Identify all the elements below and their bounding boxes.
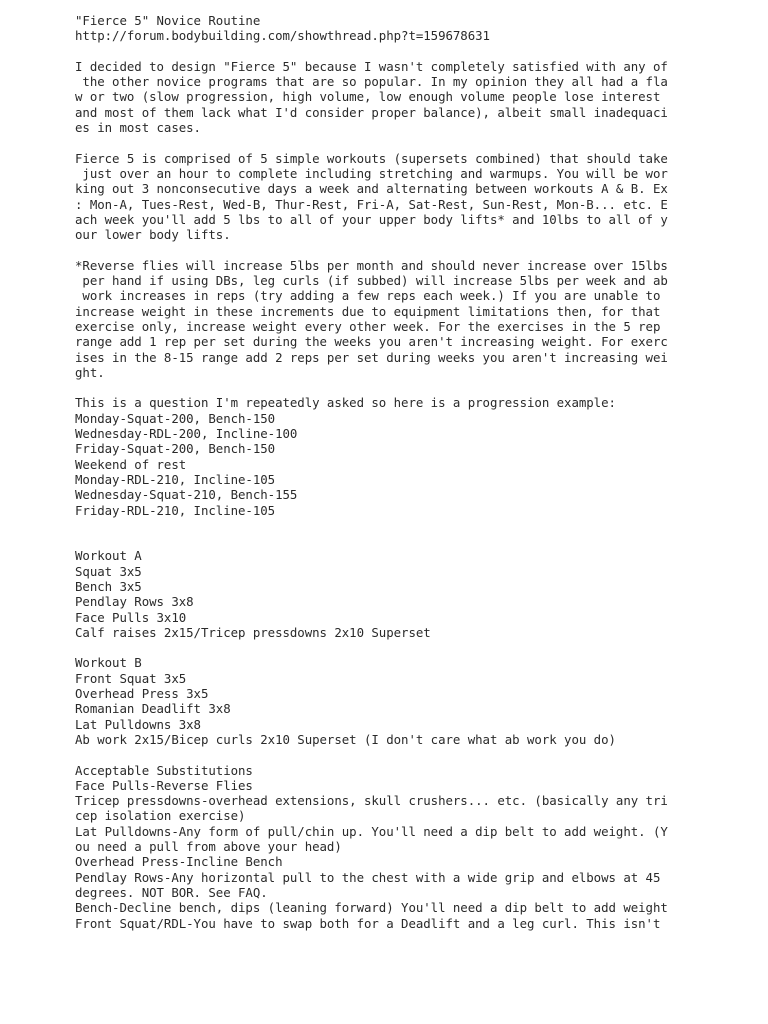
text-line: This is a question I'm repeatedly asked so here is a progression example: [75, 395, 616, 411]
text-line: Monday-RDL-210, Incline-105 [75, 471, 276, 487]
text-line: the other novice programs that are so popular. In my opinion they all had a fla [75, 74, 668, 90]
blank-line [75, 533, 715, 548]
text-line: degrees. NOT BOR. See FAQ. [75, 884, 268, 900]
text-line: ou need a pull from above your head) [75, 839, 342, 855]
blank-line [75, 747, 715, 762]
text-line: Face Pulls 3x10 [75, 609, 187, 625]
text-line: ght. [75, 364, 105, 380]
text-line: ises in the 8-15 range add 2 reps per set during weeks you aren't increasing wei [75, 349, 668, 365]
text-line: Pendlay Rows 3x8 [75, 594, 194, 610]
text-line: per hand if using DBs, leg curls (if subbed) will increase 5lbs per week and ab [75, 273, 668, 289]
blank-line [75, 44, 715, 59]
text-line: es in most cases. [75, 120, 201, 136]
text-line: Bench 3x5 [75, 578, 142, 594]
text-line: http://forum.bodybuilding.com/showthread.php?t=159678631 [75, 28, 490, 44]
text-line: Pendlay Rows-Any horizontal pull to the chest with a wide grip and elbows at 45 [75, 869, 661, 885]
text-line: just over an hour to complete including stretching and warmups. You will be wor [75, 165, 668, 181]
text-line: Overhead Press-Incline Bench [75, 854, 283, 870]
text-line: increase weight in these increments due to equipment limitations then, for that [75, 303, 661, 319]
text-line: king out 3 nonconsecutive days a week and alternating between workouts A & B. Ex [75, 181, 668, 197]
text-line: range add 1 rep per set during the weeks you aren't increasing weight. For exerc [75, 334, 668, 350]
text-line: ach week you'll add 5 lbs to all of your upper body lifts* and 10lbs to all of y [75, 211, 668, 227]
text-line: Lat Pulldowns-Any form of pull/chin up. You'll need a dip belt to add weight. (Y [75, 823, 668, 839]
text-line: Front Squat/RDL-You have to swap both for a Deadlift and a leg curl. This isn't [75, 915, 661, 931]
text-line: Bench-Decline bench, dips (leaning forward) You'll need a dip belt to add weight [75, 900, 668, 916]
text-line: "Fierce 5" Novice Routine [75, 13, 261, 28]
text-line: work increases in reps (try adding a few reps each week.) If you are unable to [75, 288, 661, 304]
document-page [75, 13, 715, 931]
blank-line [75, 135, 715, 150]
blank-line [75, 380, 715, 395]
text-line: Wednesday-RDL-200, Incline-100 [75, 426, 298, 442]
text-line: Face Pulls-Reverse Flies [75, 777, 253, 793]
text-line: w or two (slow progression, high volume, low enough volume people lose interest [75, 89, 661, 105]
blank-line [75, 242, 715, 257]
text-line: Friday-Squat-200, Bench-150 [75, 441, 276, 457]
text-line: Calf raises 2x15/Tricep pressdowns 2x10 Superset [75, 624, 431, 640]
text-line: exercise only, increase weight every other week. For the exercises in the 5 rep [75, 318, 661, 334]
text-line: Workout B [75, 655, 142, 671]
blank-line [75, 518, 715, 533]
text-line: Lat Pulldowns 3x8 [75, 716, 201, 732]
text-line: and most of them lack what I'd consider proper balance), albeit small inadequaci [75, 104, 668, 120]
text-line: Acceptable Substitutions [75, 762, 253, 778]
text-line: Ab work 2x15/Bicep curls 2x10 Superset (I don't care what ab work you do) [75, 731, 616, 747]
text-line: Front Squat 3x5 [75, 670, 187, 686]
text-line: Weekend of rest [75, 456, 187, 472]
blank-line [75, 640, 715, 655]
text-line: our lower body lifts. [75, 227, 231, 243]
text-line: Wednesday-Squat-210, Bench-155 [75, 487, 298, 503]
text-line: Romanian Deadlift 3x8 [75, 701, 231, 717]
text-line: Fierce 5 is comprised of 5 simple workouts (supersets combined) that should take [75, 150, 668, 166]
text-line: : Mon-A, Tues-Rest, Wed-B, Thur-Rest, Fri-A, Sat-Rest, Sun-Rest, Mon-B... etc. E [75, 196, 668, 212]
text-line: Overhead Press 3x5 [75, 686, 209, 702]
text-line: Workout A [75, 548, 142, 564]
text-line: Tricep pressdowns-overhead extensions, skull crushers... etc. (basically any tri [75, 793, 668, 809]
text-line: Friday-RDL-210, Incline-105 [75, 502, 276, 518]
text-line: Squat 3x5 [75, 563, 142, 579]
text-line: Monday-Squat-200, Bench-150 [75, 410, 276, 426]
text-line: I decided to design "Fierce 5" because I wasn't completely satisfied with any of [75, 58, 668, 74]
text-line: cep isolation exercise) [75, 808, 246, 824]
text-line: *Reverse flies will increase 5lbs per month and should never increase over 15lbs [75, 257, 668, 273]
